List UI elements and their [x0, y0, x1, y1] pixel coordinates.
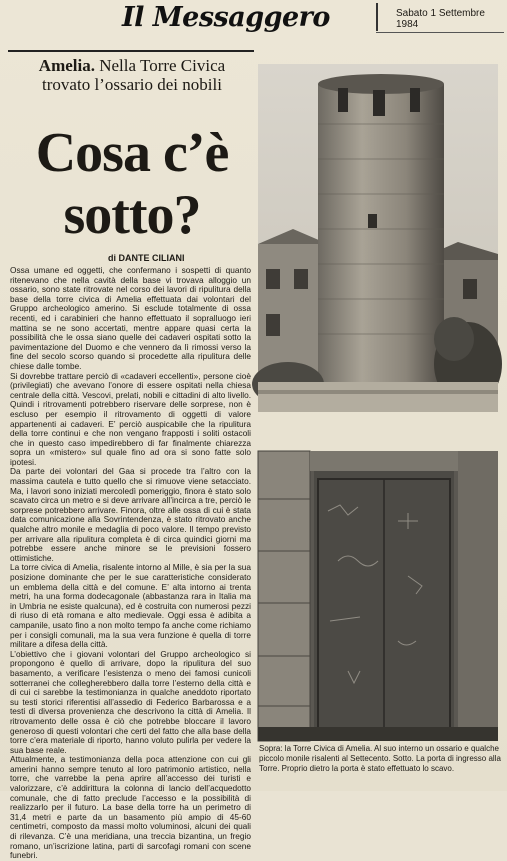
date-underline [376, 32, 504, 33]
headline-line-1: Cosa c’è [35, 122, 229, 184]
paragraph: Si dovrebbe trattare perciò di «cadaveri eccellenti», persone cioè (privilegiati) che avevano l’onore di essere ospitati nella chiesa centrale della città. Vescovi, prelati, nobili e cittadini di alto livello. Quindi i ritrovamenti potrebbero riservare delle sorprese, non è escluso per esempio il ritrovamento di oggetti di valore appartenenti ai cadaveri. E’ perciò auspicabile che la ripulitura della torre continui e che non vengano frapposti i soliti ostacoli che in questo caso impedirebbero di far finalmente chiarezza sopra un «mistero» sul quale fino ad ora si sono fatte solo ipotesi. [10, 370, 251, 467]
door-photo [258, 451, 498, 741]
kicker-location: Amelia. [38, 56, 95, 75]
paragraph: L’obiettivo che i giovani volontari del Gruppo archeologico si propongono è quello di arrivare, dopo la ripulitura del suo basamento, a verificare l’esistenza o meno dei famosi cunicoli sotterranei che collegherebbero dalla torre l’esterno della città e di cui ci sarebbe la testimonianza in qualche aneddoto riportato su testi storici riferentisi all’assedio di Federico Barbarossa e a testi di diversa provenienza che descrivono la città di Amelia. Il ritrovamento delle ossa è ciò che potrebbe bloccare il lavoro generoso di questi volontari che certi del fatto che alla base della torre c’era materiale di riporto, hanno voluto pulirla per vedere la sua base reale. [10, 648, 251, 755]
article-body [10, 265, 251, 861]
tower-photo [258, 64, 498, 412]
paragraph: Ossa umane ed oggetti, che confermano i sospetti di quanto ritenevano che nella cavità della base vi trovava alloggio un ossario, sono state ritrovate nel corso dei lavori di ripulitura della base della torre civica di Amelia effettuata dai volontari del Gruppo archeologico amerino. Si esclude totalmente di ossa recenti, ed i carabinieri che hanno effettuato il sopralluogo ieri mattina se ne sono accertati, mentre appare quasi certa la possibilità che le ossa siano quelle dei cadaveri ospitati sotto la pavimentazione del Duomo e che vennero da lì rimossi verso la fine del secolo scorso quando si procedette alla ripulitura delle chiese dalle tombe. [10, 265, 251, 371]
photo-caption: Sopra: la Torre Civica di Amelia. Al suo interno un ossario e qualche piccolo monile risalenti al Settecento. Sotto. La porta di ingresso alla Torre. Proprio dietro la porta è stato effettuato lo scavo. [259, 744, 501, 773]
newspaper-title: Il Messaggero [122, 2, 330, 33]
issue-date: Sabato 1 Settembre 1984 [396, 8, 485, 30]
byline: di DANTE CILIANI [108, 253, 185, 263]
paragraph: La torre civica di Amelia, risalente intorno al Mille, è sia per la sua posizione dominante che per le sue caratteristiche considerato un emblema della città e del comune. E’ alta intorno ai trenta metri, ha una forma dodecagonale (abbastanza rara in Italia ma in Umbria ne esiste qualcuna), ed è costruita con numerosi pezzi di riuso di età romana e alto medievale. Oggi essa è adibita a campanile, usato fino a non molto tempo fa anche come richiamo per i consigli comunali, ma la sua vera funzione è quella di torre militare a difesa della città. [10, 562, 251, 650]
paragraph: Da parte dei volontari del Gaa si procede tra l’altro con la massima cautela e tutto quello che si rimuove viene setacciato. Ma, i lavori sono iniziati mercoledì pomeriggio, finora è stato solo scavato circa un metro e si deve arrivare all’incirca a tre, perciò le sorprese potrebbero arrivare. Finora, oltre alle ossa di cui è stata data comunicazione alla Sovrintendenza, è stato ritrovato anche qualche altro monile e medaglia di poco valore. Il tempo previsto per arrivare alla ripulitura completa è di circa quindici giorni ma potrebbe essere anche minore se le previsioni fossero ottimistiche. [10, 466, 251, 563]
paragraph: Attualmente, a testimonianza della poca attenzione con cui gli amerini hanno sempre tenuto al loro patrimonio artistico, nella torre, che varrebbe la pena aprire all’accesso dei turisti e valorizzare, c’è addirittura la colonna di lancio dell’acquedotto comunale, che di fatto preclude l’accesso e la possibilità di realizzarlo per il futuro. La base della torre ha un perimetro di 31,4 metri e parte da un basamento più ampio di 45-60 centimetri, composto da massi molto voluminosi, alcuni dei quali di rilevanza. C’è una meridiana, una treccia bizantina, un fregio romano, un’iscrizione latina, parti di sarcofagi romani con scene funebri. [10, 754, 251, 861]
masthead [4, 0, 504, 38]
masthead-divider [376, 3, 378, 31]
headline-line-2: sotto? [63, 184, 201, 246]
kicker-text: Nella Torre Civica trovato l’ossario dei nobili [42, 56, 226, 94]
kicker-rule [8, 50, 254, 52]
kicker [14, 56, 250, 94]
